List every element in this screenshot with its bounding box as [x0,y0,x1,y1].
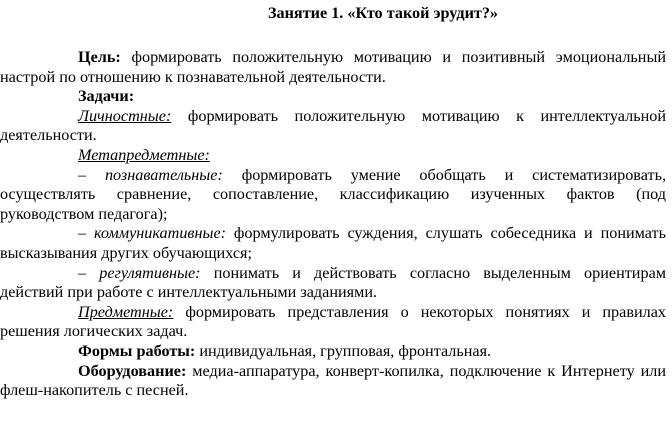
personal-text-line2: деятельности. [0,126,97,145]
regulatory-text-line1: понимать и действовать согласно выделенным ориентирам [213,263,666,282]
subject-label: Предметные: [78,302,174,321]
goal-text-line1: формировать положительную мотивацию и позитивный эмоциональный [131,48,666,66]
forms-paragraph [78,342,666,362]
personal-label: Личностные: [78,106,172,125]
equipment-text-line2: флеш-накопитель с песней. [0,381,189,400]
meta-label: Метапредметные: [78,145,210,164]
forms-text: индивидуальная, групповая, фронтальная. [199,341,492,360]
personal-paragraph [0,106,667,146]
subject-paragraph [0,302,667,342]
tasks-label: Задачи: [78,87,135,106]
cognitive-label: – познавательные: [78,165,223,184]
equipment-label: Оборудование: [78,361,187,380]
cognitive-paragraph [0,165,667,225]
equipment-text-line1: медиа-аппаратура, конверт-копилка, подключение к Интернету или [192,361,667,380]
communicative-label: – коммуникативные: [78,224,227,243]
regulatory-label: – регулятивные: [78,263,201,282]
cognitive-text-line3: руководством педагога); [0,204,168,223]
forms-label: Формы работы: [78,341,196,360]
goal-label: Цель: [78,48,121,66]
goal-text-line2: настрой по отношению к познавательной деятельности. [0,67,386,86]
cognitive-text-line1: формировать умение обобщать и систематизировать, [241,165,667,184]
lesson-title: Занятие 1. «Кто такой эрудит?» [267,4,499,22]
regulatory-paragraph [0,263,666,303]
regulatory-text-line2: действий при работе с интеллектуальными заданиями. [0,283,378,302]
communicative-paragraph [0,224,667,263]
subject-text-line1: формировать представления о некоторых понятиях и правилах [185,302,667,321]
personal-text-line1: формировать положительную мотивацию к интеллектуальной [187,106,667,125]
communicative-text-line2: высказывания других обучающихся; [0,243,252,262]
subject-text-line2: решения логических задач. [0,322,188,341]
communicative-text-line1: формулировать суждения, слушать собеседника и понимать [233,224,667,243]
cognitive-text-line2: осуществлять сравнение, сопоставление, классификацию изученных фактов (под [0,185,666,204]
equipment-paragraph [0,361,667,401]
goal-paragraph [0,48,666,87]
